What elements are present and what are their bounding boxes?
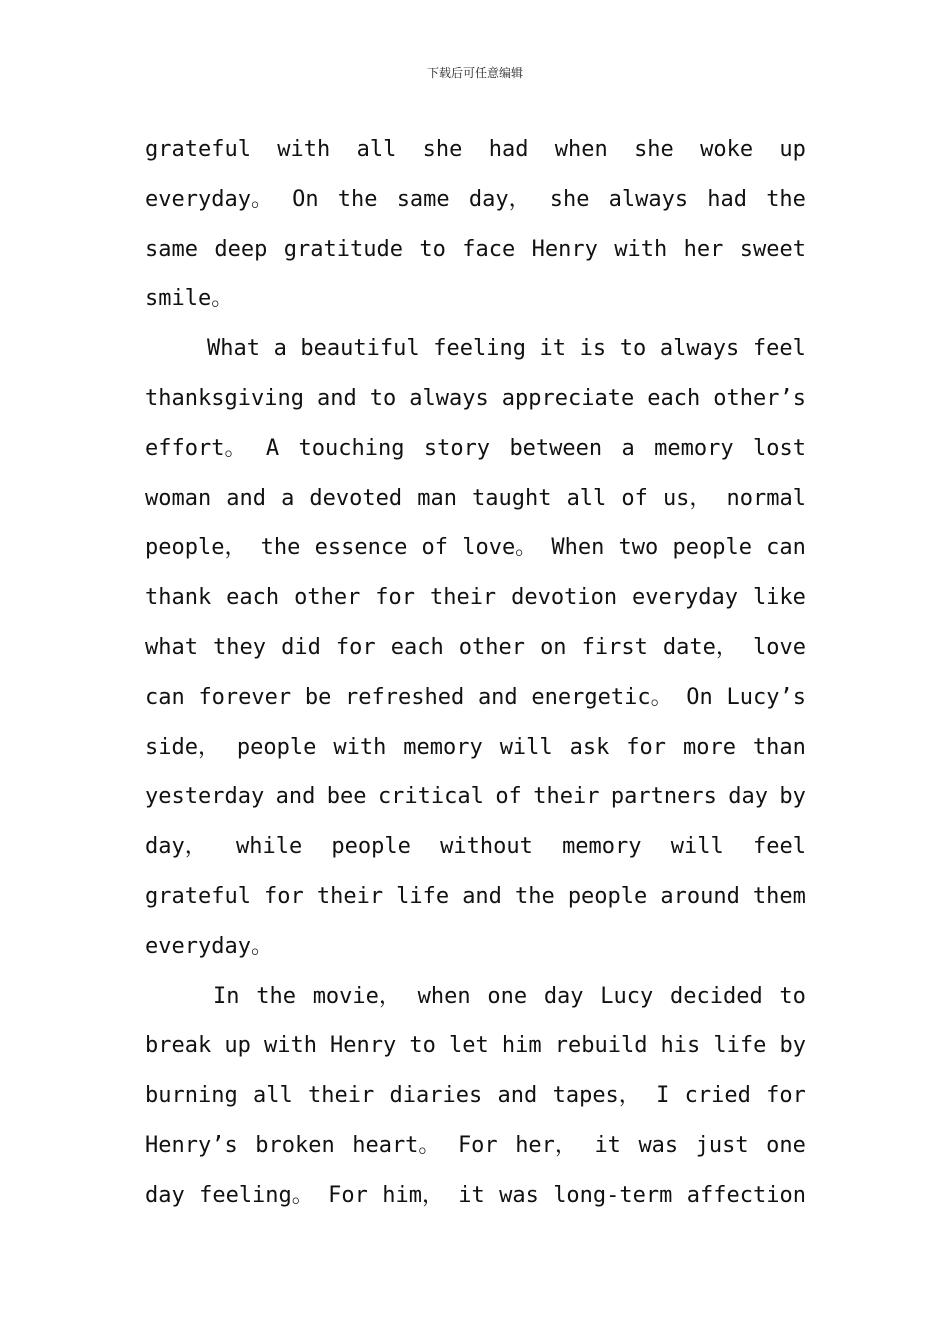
- word: grateful: [145, 883, 251, 909]
- word: day，: [145, 834, 207, 860]
- word: of: [495, 784, 522, 810]
- word: date，: [662, 634, 738, 660]
- word: For: [328, 1182, 368, 1208]
- word: them: [752, 883, 806, 909]
- word: their: [533, 784, 600, 810]
- word: On: [292, 186, 319, 212]
- word: broken: [255, 1132, 335, 1158]
- word: the: [256, 983, 296, 1009]
- text-line: [145, 225, 806, 275]
- word: she: [549, 186, 590, 212]
- word: grateful: [145, 137, 251, 162]
- word: side，: [145, 734, 220, 760]
- word: up: [779, 137, 806, 162]
- word: one: [766, 1132, 806, 1158]
- word: the: [515, 883, 555, 909]
- word: break: [145, 1033, 212, 1059]
- word: decided: [669, 983, 763, 1009]
- word: In: [213, 983, 240, 1009]
- word: life: [713, 1033, 767, 1059]
- word: feel: [752, 336, 806, 362]
- word: A: [265, 435, 280, 461]
- word: their: [429, 585, 497, 611]
- word: had: [488, 137, 529, 162]
- word: each: [226, 585, 280, 611]
- word: Henry: [330, 1033, 397, 1059]
- text-line: [145, 1121, 806, 1171]
- word: for: [766, 1083, 806, 1109]
- word: all: [566, 485, 607, 511]
- word: forever: [198, 684, 292, 710]
- word: burning: [145, 1083, 238, 1109]
- word: just: [695, 1132, 749, 1158]
- word: to: [369, 385, 397, 411]
- word: appreciate: [501, 385, 635, 411]
- word: people: [331, 834, 411, 860]
- text-line: [145, 1071, 806, 1121]
- word: and: [477, 684, 518, 710]
- word: woman: [145, 485, 212, 511]
- word: critical: [377, 784, 484, 810]
- word: her: [683, 236, 724, 262]
- word: us，: [662, 485, 712, 511]
- word: people: [567, 883, 648, 909]
- word: by: [779, 1033, 806, 1059]
- word: day，: [468, 186, 531, 212]
- word: of: [621, 485, 648, 511]
- word: partners: [610, 784, 717, 810]
- word: What: [207, 336, 260, 362]
- word: with: [263, 1033, 317, 1059]
- text-line: [145, 1021, 806, 1071]
- word: will: [670, 834, 724, 860]
- word: devoted: [309, 485, 403, 511]
- word: everyday: [632, 585, 738, 611]
- word: their: [308, 1083, 375, 1109]
- text-line: [145, 723, 806, 773]
- word: what: [145, 634, 198, 660]
- word: devotion: [511, 585, 618, 611]
- word: thanksgiving: [145, 385, 304, 411]
- text-line: [145, 623, 806, 673]
- word: love。: [462, 535, 538, 561]
- word: of: [421, 535, 449, 561]
- word: a: [273, 336, 287, 362]
- word: their: [316, 883, 384, 909]
- word: two: [618, 535, 659, 561]
- word: to: [419, 236, 446, 262]
- word: tapes，: [552, 1083, 641, 1109]
- word: feeling: [433, 336, 526, 362]
- word: other: [294, 585, 361, 611]
- word: yesterday: [145, 784, 265, 810]
- word: I: [656, 1083, 670, 1109]
- word: his: [660, 1033, 701, 1059]
- word: with: [333, 734, 387, 760]
- word: always: [608, 186, 689, 212]
- word: other’s: [713, 385, 806, 411]
- word: will: [499, 734, 553, 760]
- word: people: [672, 535, 752, 561]
- word: to: [779, 983, 806, 1009]
- word: the: [337, 186, 378, 212]
- word: him，: [382, 1182, 444, 1208]
- word: people: [236, 734, 317, 760]
- word: people，: [145, 535, 247, 561]
- word: Henry’s: [145, 1132, 238, 1158]
- word: and: [316, 385, 357, 411]
- word: Henry: [531, 236, 598, 262]
- word: sweet: [739, 236, 806, 262]
- word: lost: [753, 435, 806, 461]
- word: on: [540, 634, 567, 660]
- word: they: [213, 634, 267, 660]
- word: thank: [145, 585, 212, 611]
- word: the: [766, 186, 806, 212]
- word: always: [409, 385, 489, 411]
- word: all: [253, 1083, 293, 1109]
- word: story: [423, 435, 491, 461]
- word: rebuild: [554, 1033, 648, 1059]
- word: memory: [654, 435, 734, 461]
- word: all: [356, 137, 397, 162]
- page-header: 下载后可任意编辑: [426, 66, 523, 80]
- word: and: [462, 883, 502, 909]
- word: On: [686, 684, 713, 710]
- word: when: [417, 983, 471, 1009]
- word: a: [281, 485, 295, 511]
- word: For: [457, 1132, 498, 1158]
- word: she: [634, 137, 674, 162]
- word: energetic。: [531, 684, 673, 710]
- word: and: [497, 1083, 538, 1109]
- word: same: [145, 236, 198, 262]
- text-line: [145, 822, 806, 872]
- text-line: smile。: [145, 286, 234, 312]
- word: for: [626, 734, 667, 760]
- word: was: [499, 1182, 539, 1208]
- word: man: [417, 485, 457, 511]
- word: between: [509, 435, 603, 461]
- word: memory: [562, 834, 642, 860]
- word: while: [235, 834, 303, 860]
- word: essence: [314, 535, 408, 561]
- word: a: [621, 435, 635, 461]
- word: more: [682, 734, 736, 760]
- text-line: [145, 523, 806, 573]
- word: bee: [326, 784, 367, 810]
- word: by: [779, 784, 806, 810]
- word: for: [335, 634, 376, 660]
- text-line: [145, 772, 806, 822]
- text-line: [145, 872, 806, 922]
- text-line: [145, 424, 806, 474]
- word: around: [660, 883, 740, 909]
- word: can: [766, 535, 806, 561]
- word: feeling。: [199, 1182, 314, 1208]
- text-line: [145, 324, 806, 374]
- word: love: [752, 634, 806, 660]
- word: woke: [700, 137, 754, 162]
- word: Lucy’s: [726, 684, 806, 710]
- word: is: [579, 336, 607, 362]
- word: can: [145, 684, 185, 710]
- word: and: [226, 485, 267, 511]
- word: deep: [214, 236, 268, 262]
- word: life: [396, 883, 450, 909]
- word: refreshed: [345, 684, 465, 710]
- word: ask: [569, 734, 610, 760]
- word: had: [707, 186, 748, 212]
- word: touching: [298, 435, 405, 461]
- word: affection: [686, 1182, 806, 1208]
- text-line: [145, 673, 806, 723]
- word: without: [440, 834, 533, 860]
- word: when: [554, 137, 608, 162]
- word: than: [752, 734, 806, 760]
- word: with: [277, 137, 331, 162]
- word: everyday。: [145, 186, 273, 212]
- word: day: [728, 784, 768, 810]
- text-line: [145, 125, 806, 175]
- word: same: [396, 186, 450, 212]
- word: her，: [515, 1132, 577, 1158]
- word: up: [224, 1033, 251, 1059]
- text-line: [145, 474, 806, 524]
- word: always: [659, 336, 740, 362]
- word: let: [449, 1033, 489, 1059]
- word: normal: [726, 485, 806, 511]
- word: long-term: [553, 1182, 673, 1208]
- word: for: [375, 585, 416, 611]
- word: to: [619, 336, 647, 362]
- word: memory: [403, 734, 483, 760]
- text-line: [145, 573, 806, 623]
- text-line: [145, 175, 806, 225]
- word: the: [260, 535, 301, 561]
- word: taught: [472, 485, 552, 511]
- word: and: [275, 784, 316, 810]
- word: she: [422, 137, 463, 162]
- word: heart。: [352, 1132, 441, 1158]
- text-line: [145, 972, 806, 1022]
- word: it: [458, 1182, 485, 1208]
- word: it: [594, 1132, 621, 1158]
- text-line: [145, 374, 806, 424]
- word: it: [539, 336, 567, 362]
- word: was: [638, 1132, 679, 1158]
- word: be: [304, 684, 332, 710]
- word: other: [458, 634, 525, 660]
- word: with: [614, 236, 668, 262]
- document-body: [145, 125, 806, 1221]
- word: When: [551, 535, 605, 561]
- word: beautiful: [300, 336, 420, 362]
- word: him: [501, 1033, 542, 1059]
- word: effort。: [145, 435, 247, 461]
- word: feel: [752, 834, 806, 860]
- word: gratitude: [283, 236, 403, 262]
- word: like: [752, 585, 806, 611]
- word: first: [581, 634, 648, 660]
- word: each: [390, 634, 444, 660]
- word: movie，: [312, 983, 401, 1009]
- word: each: [647, 385, 701, 411]
- word: diaries: [389, 1083, 483, 1109]
- word: did: [281, 634, 321, 660]
- word: Lucy: [600, 983, 654, 1009]
- word: for: [264, 883, 304, 909]
- word: day: [543, 983, 584, 1009]
- text-line: everyday。: [145, 933, 273, 959]
- word: one: [487, 983, 528, 1009]
- text-line: [145, 1171, 806, 1221]
- word: to: [409, 1033, 436, 1059]
- word: face: [462, 236, 516, 262]
- word: cried: [684, 1083, 751, 1109]
- word: day: [145, 1182, 185, 1208]
